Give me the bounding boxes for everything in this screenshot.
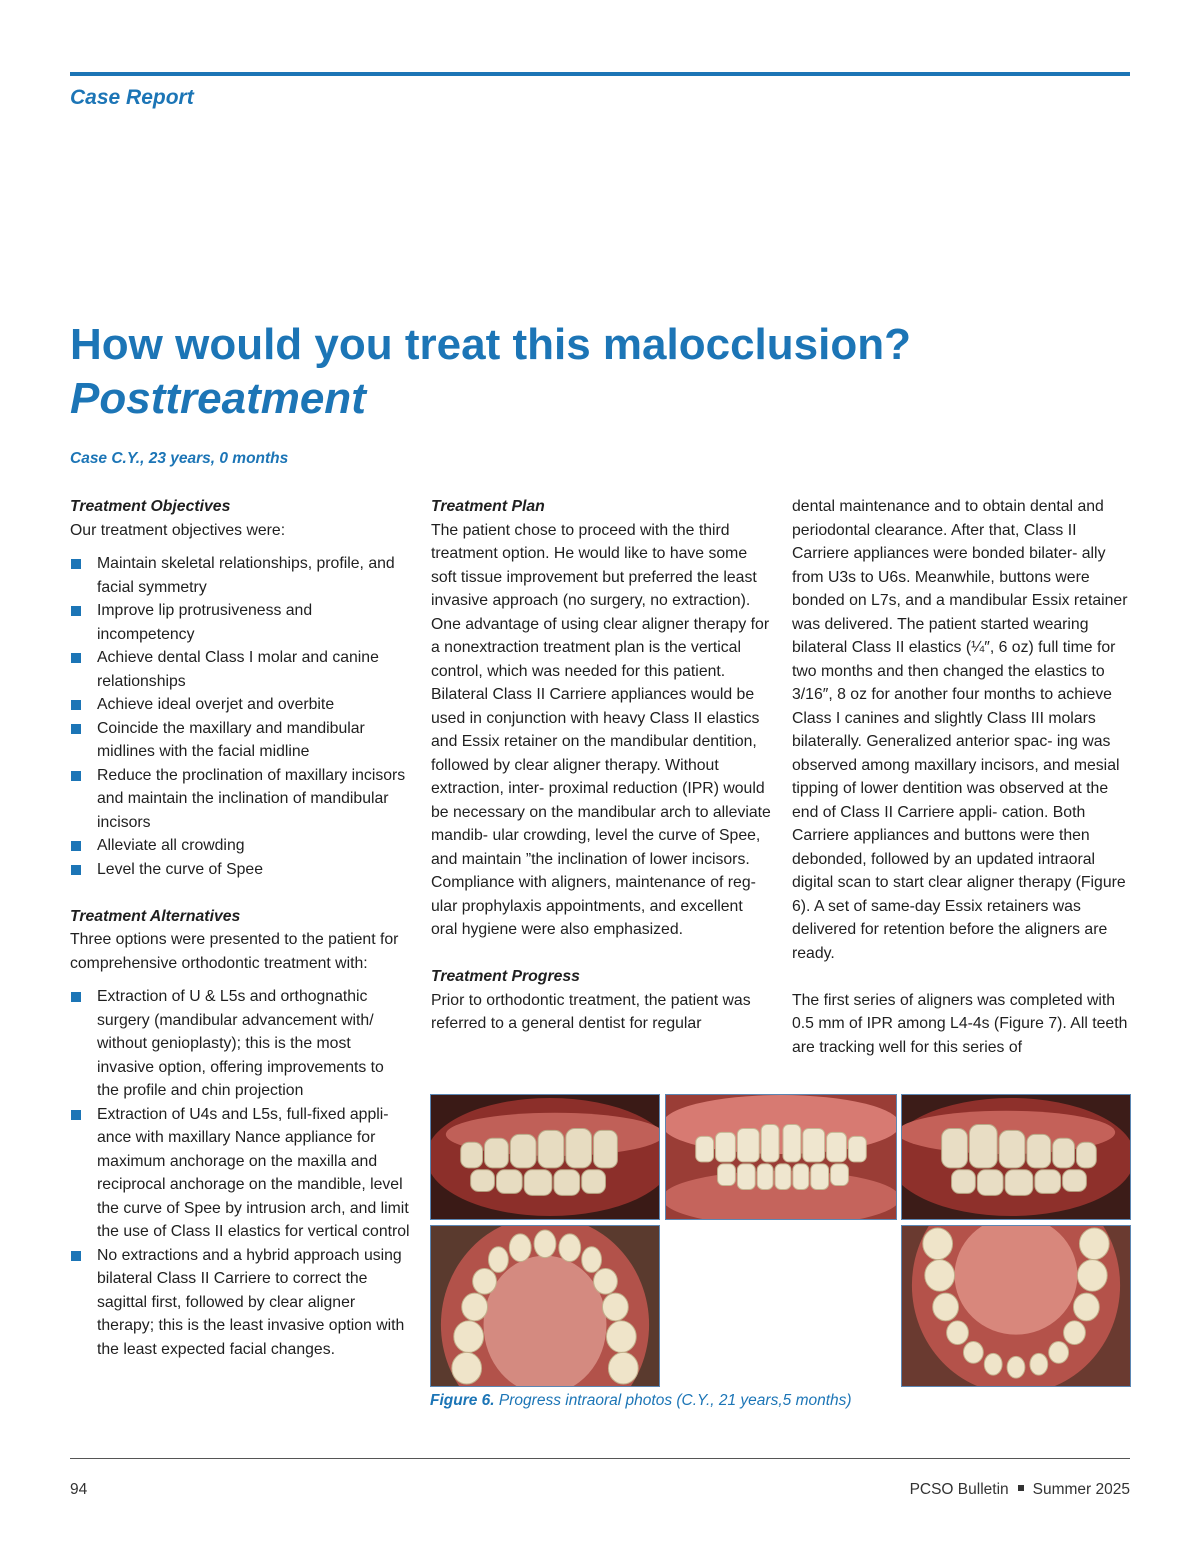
list-item: Maintain skeletal relationships, profile, and facial symmetry [70,552,410,599]
list-item: No extractions and a hybrid approach using bilateral Class II Carriere to correct the sagittal first, followed by clear aligner therapy; this is the least invasive option with the least expected facial changes. [70,1244,410,1362]
bullet-square-icon [71,653,81,663]
bullet-square-icon [71,865,81,875]
list-item: Achieve dental Class I molar and canine relationships [70,646,410,693]
progress-body-part-1: Prior to orthodontic treatment, the patient was referred to a general dentist for regular [431,991,751,1032]
list-item: Extraction of U4s and L5s, full-fixed appli- ance with maxillary Nance appliance for maximum anchorage on the maxilla and reciprocal anchorage on the mandible, level the curve of Spee by intrusion arch, and limit the use of Class II elastics for vertical control [70,1103,410,1244]
list-item: Achieve ideal overjet and overbite [70,693,410,717]
list-item: Coincide the maxillary and mandibular midlines with the facial midline [70,717,410,764]
alternatives-heading: Treatment Alternatives [70,907,241,925]
list-item: Reduce the proclination of maxillary incisors and maintain the inclination of mandibular incisors [70,764,410,835]
objectives-intro: Our treatment objectives were: [70,521,286,539]
bullet-square-icon [71,992,81,1002]
title-line-1: How would you treat this malocclusion? [70,320,911,369]
figure-6-photo-grid [430,1094,1131,1387]
figure-caption [430,1392,852,1410]
intraoral-photo-frontal [665,1094,897,1220]
list-item: Extraction of U & L5s and orthognathic surgery (mandibular advancement with/ without genioplasty); this is the most invasive option, offering improvements to the profile and chin projection [70,985,410,1103]
list-item: Improve lip protrusiveness and incompetency [70,599,410,646]
bullet-square-icon [71,1110,81,1120]
list-item: Level the curve of Spee [70,858,410,882]
title-line-2: Posttreatment [70,374,366,423]
case-line: Case C.Y., 23 years, 0 months [70,450,289,467]
list-item: Alleviate all crowding [70,834,410,858]
separator-square-icon [1018,1485,1024,1491]
article-title [70,318,1130,426]
alternatives-intro: Three options were presented to the patient for comprehensive orthodontic treatment with: [70,931,399,972]
page-number: 94 [70,1481,88,1498]
bullet-square-icon [71,1251,81,1261]
figure-caption-text: Progress intraoral photos (C.Y., 21 years,5 months) [494,1392,852,1409]
issue-name: Summer 2025 [1032,1481,1130,1498]
plan-heading: Treatment Plan [431,498,545,515]
figure-number: Figure 6. [430,1392,495,1409]
publication-name: PCSO Bulletin [909,1481,1009,1498]
intraoral-photo-left-buccal [901,1094,1131,1220]
progress-heading: Treatment Progress [431,968,580,985]
footer-rule [70,1458,1130,1459]
bullet-square-icon [71,700,81,710]
objectives-list [70,552,410,881]
bullet-square-icon [71,724,81,734]
plan-body: The patient chose to proceed with the third treatment option. He would like to have some soft tissue improvement but preferred the least invasive approach (no surgery, no extraction). One advantage of using clear aligner therapy for a nonextraction treatment plan is the vertical control, which was needed for this patient. Bilateral Class II Carriere appliances would be used in conjunction with heavy Class II elastics and Essix retainer on the mandibular dentition, followed by clear aligner therapy. Without extraction, inter- proximal reduction (IPR) would be necessary on the mandibular arch to alleviate mandib- ular crowding, level the curve of Spee, and maintain ”the inclination of lower incisors. Compliance with aligners, maintenance of reg- ular prophylaxis appointments, and excellent oral hygiene were also emphasized. [431,521,771,938]
progress-body-part-2: dental maintenance and to obtain dental and periodontal clearance. After that, Class II Carriere appliances were bonded bilater- ally from U3s to U6s. Meanwhile, buttons were bonded on L7s, and a mandibular Essix retainer was delivered. The patient started wearing bilateral Class II elastics (¼″, 6 oz) full time for two months and then changed the elastics to 3/16″, 8 oz for another four months to achieve Class I canines and slightly Class III molars bilaterally. Generalized anterior spac- ing was observed among maxillary incisors, and mesial tipping of lower dentition was observed at the end of Class II Carriere appli- cation. Both Carriere appliances and buttons were then debonded, followed by an updated intraoral digital scan to start clear aligner therapy (Figure 6). A set of same-day Essix retainers was delivered for retention before the aligners are ready. [792,498,1128,962]
section-label: Case Report [70,86,194,109]
column-1 [70,495,410,1361]
column-2 [431,495,771,1036]
alternatives-list [70,985,410,1361]
progress-body-part-3: The first series of aligners was completed with 0.5 mm of IPR among L4-4s (Figure 7). All teeth are tracking well for this series of [792,991,1128,1056]
bullet-square-icon [71,606,81,616]
bullet-square-icon [71,771,81,781]
intraoral-photo-mandibular-occlusal [901,1225,1131,1387]
header-rule [70,72,1130,76]
objectives-heading: Treatment Objectives [70,498,231,515]
bullet-square-icon [71,559,81,569]
intraoral-photo-maxillary-occlusal [430,1225,660,1387]
footer-publication [910,1481,1130,1499]
column-3 [792,495,1132,1059]
intraoral-photo-right-buccal [430,1094,660,1220]
bullet-square-icon [71,841,81,851]
